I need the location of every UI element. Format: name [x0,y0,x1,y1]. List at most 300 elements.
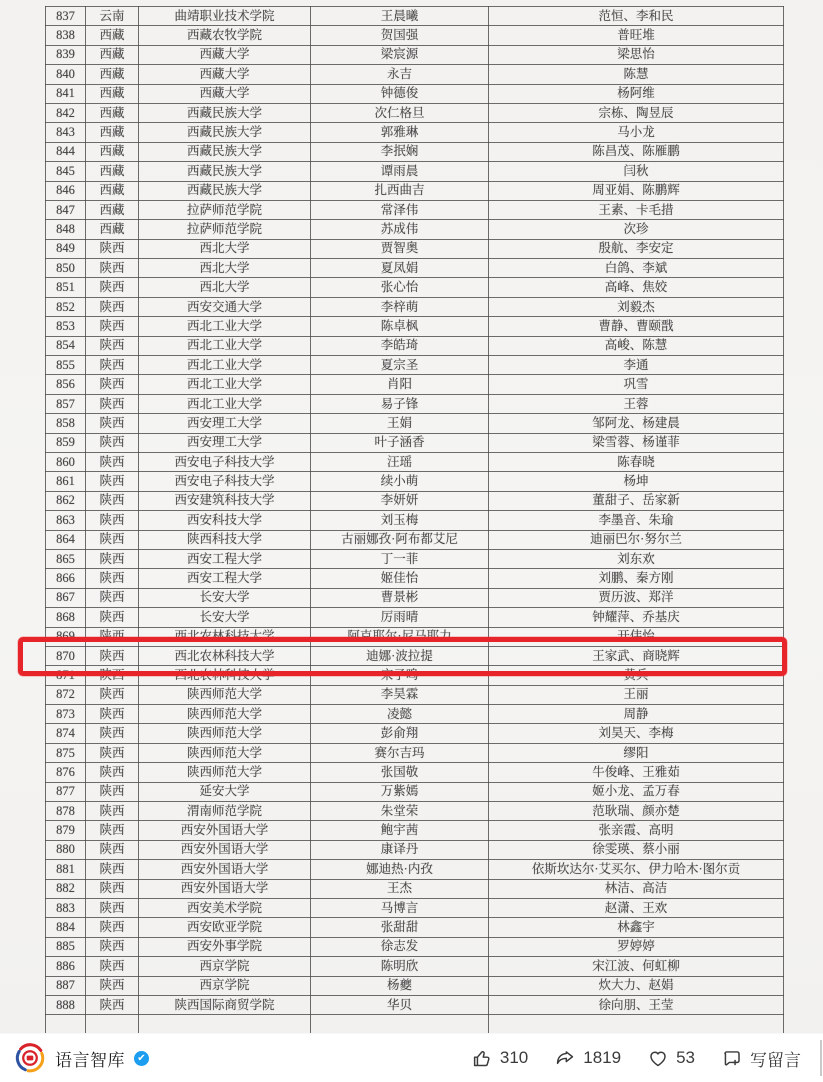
verified-badge-icon: ✔ [134,1051,149,1066]
cell-partial [139,1015,311,1034]
cell-province: 陕西 [86,336,139,355]
cell-no: 852 [46,297,86,316]
cell-no: 863 [46,511,86,530]
cell-province: 陕西 [86,705,139,724]
cell-name: 次仁格旦 [311,103,489,122]
cell-province: 陕西 [86,588,139,607]
cell-province: 陕西 [86,297,139,316]
cell-name: 续小萌 [311,472,489,491]
cell-school: 西藏大学 [139,65,311,84]
table-row [46,472,784,491]
cell-name: 汪瑶 [311,452,489,471]
cell-no: 873 [46,705,86,724]
cell-advisors: 李通 [489,356,784,375]
cell-no: 885 [46,937,86,956]
cell-province: 陕西 [86,840,139,859]
cell-name: 古丽娜孜·阿布都艾尼 [311,530,489,549]
cell-province: 陕西 [86,414,139,433]
cell-province: 陕西 [86,821,139,840]
cell-school: 西藏农牧学院 [139,26,311,45]
comment-label: 写留言 [750,1050,801,1070]
cell-advisors: 迪丽巴尔·努尔兰 [489,530,784,549]
cell-no: 844 [46,142,86,161]
cell-name: 朱堂荣 [311,802,489,821]
cell-advisors: 普旺堆 [489,26,784,45]
cell-advisors: 刘鹏、秦方刚 [489,569,784,588]
cell-advisors: 罗婷婷 [489,937,784,956]
table-row [46,685,784,704]
cell-no: 888 [46,995,86,1014]
cell-no: 847 [46,200,86,219]
cell-name: 李梓萌 [311,297,489,316]
cell-no: 871 [46,666,86,685]
cell-advisors: 黄兵 [489,666,784,685]
table-row [46,879,784,898]
cell-name: 赛尔吉玛 [311,743,489,762]
cell-name: 刘玉梅 [311,511,489,530]
cell-advisors: 钟耀萍、乔基庆 [489,608,784,627]
table-row [46,65,784,84]
cell-advisors: 依斯坎达尔·艾买尔、伊力哈木·图尔贡 [489,860,784,879]
cell-name: 李皓琦 [311,336,489,355]
cell-province: 陕西 [86,666,139,685]
cell-school: 西安外国语大学 [139,821,311,840]
cell-name: 易子锋 [311,394,489,413]
cell-province: 西藏 [86,162,139,181]
cell-advisors: 徐雯瑛、蔡小丽 [489,840,784,859]
cell-province: 陕西 [86,394,139,413]
cell-province: 陕西 [86,898,139,917]
cell-advisors: 陈慧 [489,65,784,84]
cell-province: 西藏 [86,84,139,103]
cell-school: 西京学院 [139,957,311,976]
cell-school: 西北工业大学 [139,394,311,413]
table-row [46,278,784,297]
cell-school: 西北工业大学 [139,317,311,336]
cell-name: 鲍宇茜 [311,821,489,840]
table-row [46,394,784,413]
table-row [46,724,784,743]
table-row [46,918,784,937]
cell-advisors: 王家武、商晓辉 [489,646,784,665]
cell-school: 西安外国语大学 [139,840,311,859]
cell-name: 谭雨晨 [311,162,489,181]
cell-province: 陕西 [86,278,139,297]
cell-name: 王娟 [311,414,489,433]
table-row [46,336,784,355]
cell-school: 陕西师范大学 [139,724,311,743]
cell-no: 855 [46,356,86,375]
cell-province: 陕西 [86,646,139,665]
cell-advisors: 杨坤 [489,472,784,491]
cell-advisors: 炊大力、赵娟 [489,976,784,995]
table-row [46,802,784,821]
cell-no: 878 [46,802,86,821]
cell-partial [311,1015,489,1034]
cell-name: 肖阳 [311,375,489,394]
cell-school: 西藏民族大学 [139,162,311,181]
cell-school: 长安大学 [139,588,311,607]
article-footer [0,1033,823,1082]
table-row [46,297,784,316]
like-count: 310 [499,1048,529,1067]
cell-school: 西安电子科技大学 [139,472,311,491]
cell-province: 陕西 [86,569,139,588]
cell-province: 西藏 [86,142,139,161]
cell-no: 880 [46,840,86,859]
cell-school: 西安外国语大学 [139,879,311,898]
cell-school: 曲靖职业技术学院 [139,7,311,26]
cell-advisors: 刘东欢 [489,549,784,568]
cell-advisors: 宗栋、陶昱辰 [489,103,784,122]
table-row [46,666,784,685]
cell-province: 西藏 [86,65,139,84]
cell-no: 843 [46,123,86,142]
cell-name: 李昊霖 [311,685,489,704]
cell-school: 西北农林科技大学 [139,627,311,646]
cell-no: 869 [46,627,86,646]
cell-school: 长安大学 [139,608,311,627]
table-row [46,821,784,840]
cell-partial [489,1015,784,1034]
cell-no: 865 [46,549,86,568]
cell-advisors: 范耿瑞、颜亦楚 [489,802,784,821]
cell-school: 西安理工大学 [139,433,311,452]
cell-province: 陕西 [86,375,139,394]
heart-icon [647,1048,669,1069]
comment-button[interactable] [721,1046,801,1071]
cell-advisors: 马小龙 [489,123,784,142]
cell-province: 西藏 [86,200,139,219]
cell-name: 夏宗圣 [311,356,489,375]
cell-partial [86,1015,139,1034]
cell-province: 陕西 [86,918,139,937]
cell-province: 西藏 [86,26,139,45]
account-info[interactable] [14,1042,149,1074]
cell-school: 西安美术学院 [139,898,311,917]
cell-school: 西北大学 [139,278,311,297]
cell-name: 姬佳怡 [311,569,489,588]
cell-no: 882 [46,879,86,898]
cell-no: 875 [46,743,86,762]
cell-name: 贺国强 [311,26,489,45]
cell-advisors: 陈昌茂、陈雁鹏 [489,142,784,161]
cell-province: 西藏 [86,123,139,142]
cell-no: 853 [46,317,86,336]
cell-advisors: 徐向朋、王莹 [489,995,784,1014]
cell-no: 884 [46,918,86,937]
cell-school: 西安工程大学 [139,569,311,588]
cell-name: 康译丹 [311,840,489,859]
cell-no: 866 [46,569,86,588]
cell-province: 西藏 [86,220,139,239]
cell-province: 陕西 [86,976,139,995]
table-row [46,840,784,859]
table-row [46,45,784,64]
cell-school: 西藏大学 [139,84,311,103]
share-button[interactable] [554,1048,621,1069]
cell-no: 848 [46,220,86,239]
cell-no: 861 [46,472,86,491]
cell-name: 李抿娴 [311,142,489,161]
cell-school: 西京学院 [139,976,311,995]
table-row [46,491,784,510]
table-row [46,511,784,530]
table-row [46,530,784,549]
cell-name: 贾智奥 [311,239,489,258]
cell-advisors: 巩雪 [489,375,784,394]
cell-province: 西藏 [86,181,139,200]
cell-name: 梁宸源 [311,45,489,64]
cell-name: 杨夔 [311,976,489,995]
cell-advisors: 次珍 [489,220,784,239]
cell-advisors: 董甜子、岳家新 [489,491,784,510]
cell-school: 拉萨师范学院 [139,220,311,239]
table-row [46,142,784,161]
cell-province: 陕西 [86,685,139,704]
cell-no: 867 [46,588,86,607]
results-table [45,6,784,1035]
cell-province: 陕西 [86,549,139,568]
cell-province: 陕西 [86,995,139,1014]
cell-province: 陕西 [86,356,139,375]
table-row [46,860,784,879]
cell-no: 870 [46,646,86,665]
cell-school: 西安外事学院 [139,937,311,956]
cell-advisors: 姬小龙、孟万春 [489,782,784,801]
cell-advisors: 杨阿维 [489,84,784,103]
cell-name: 王晨曦 [311,7,489,26]
cell-school: 西安理工大学 [139,414,311,433]
favorite-button[interactable] [647,1048,695,1069]
cell-no: 845 [46,162,86,181]
cell-no: 842 [46,103,86,122]
cell-school: 西藏大学 [139,45,311,64]
table-row [46,569,784,588]
cell-advisors: 梁思怡 [489,45,784,64]
table-row [46,123,784,142]
cell-advisors: 林鑫宇 [489,918,784,937]
table-row [46,782,784,801]
cell-school: 陕西师范大学 [139,763,311,782]
cell-advisors: 殷航、李安定 [489,239,784,258]
thumb-up-icon [472,1048,493,1069]
cell-school: 西藏民族大学 [139,103,311,122]
cell-advisors: 王素、卡毛措 [489,200,784,219]
table-row [46,375,784,394]
cell-advisors: 邹阿龙、杨建晨 [489,414,784,433]
table-row [46,7,784,26]
cell-name: 李妍妍 [311,491,489,510]
table-row [46,259,784,278]
cell-school: 西北大学 [139,239,311,258]
cell-school: 西藏民族大学 [139,142,311,161]
cell-advisors: 牛俊峰、王雅茹 [489,763,784,782]
cell-name: 张心怡 [311,278,489,297]
cell-no: 864 [46,530,86,549]
cell-province: 陕西 [86,879,139,898]
table-row [46,239,784,258]
cell-no: 849 [46,239,86,258]
cell-name: 华贝 [311,995,489,1014]
cell-province: 陕西 [86,317,139,336]
cell-name: 常泽伟 [311,200,489,219]
cell-name: 徐志发 [311,937,489,956]
cell-advisors: 王丽 [489,685,784,704]
cell-no: 876 [46,763,86,782]
cell-advisors: 张亲霞、高明 [489,821,784,840]
table-row [46,995,784,1014]
cell-province: 陕西 [86,763,139,782]
cell-name: 陈卓枫 [311,317,489,336]
cell-advisors: 闫秋 [489,162,784,181]
cell-no: 846 [46,181,86,200]
cell-province: 陕西 [86,627,139,646]
cell-school: 西藏民族大学 [139,181,311,200]
table-row [46,763,784,782]
cell-school: 西安工程大学 [139,549,311,568]
cell-school: 西北工业大学 [139,336,311,355]
cell-advisors: 范恒、李和民 [489,7,784,26]
cell-school: 西安科技大学 [139,511,311,530]
cell-no: 841 [46,84,86,103]
cell-school: 陕西师范大学 [139,685,311,704]
cell-no: 879 [46,821,86,840]
cell-name: 阿克耶尔·尼马耶力 [311,627,489,646]
cell-advisors: 陈春晓 [489,452,784,471]
cell-advisors: 高峻、陈慧 [489,336,784,355]
table-row [46,103,784,122]
cell-school: 陕西国际商贸学院 [139,995,311,1014]
table-row [46,317,784,336]
cell-name: 钟德俊 [311,84,489,103]
cell-name: 郭雅琳 [311,123,489,142]
like-button[interactable] [472,1048,528,1069]
cell-school: 陕西科技大学 [139,530,311,549]
cell-name: 万紫嫣 [311,782,489,801]
cell-province: 陕西 [86,724,139,743]
cell-no: 881 [46,860,86,879]
cell-school: 西安交通大学 [139,297,311,316]
cell-no: 851 [46,278,86,297]
cell-no: 886 [46,957,86,976]
cell-name: 叶子涵香 [311,433,489,452]
cell-advisors: 林洁、高洁 [489,879,784,898]
table-row [46,181,784,200]
cell-advisors: 梁雪蓉、杨谨菲 [489,433,784,452]
cell-name: 苏成伟 [311,220,489,239]
cell-school: 渭南师范学院 [139,802,311,821]
cell-province: 陕西 [86,782,139,801]
cell-province: 云南 [86,7,139,26]
cell-school: 西安欧亚学院 [139,918,311,937]
table-row [46,549,784,568]
cell-province: 陕西 [86,937,139,956]
cell-advisors: 宋江波、何虹柳 [489,957,784,976]
cell-no: 883 [46,898,86,917]
table-row [46,588,784,607]
cell-name: 陈明欣 [311,957,489,976]
cell-province: 西藏 [86,45,139,64]
cell-school: 拉萨师范学院 [139,200,311,219]
cell-name: 彭俞翔 [311,724,489,743]
cell-school: 西北大学 [139,259,311,278]
results-table-body [46,7,784,1035]
table-row [46,433,784,452]
cell-no: 840 [46,65,86,84]
table-row [46,452,784,471]
table-row [46,743,784,762]
cell-no: 859 [46,433,86,452]
cell-school: 陕西师范大学 [139,743,311,762]
table-row [46,26,784,45]
favorite-count: 53 [676,1048,695,1067]
cell-name: 娜迪热·内孜 [311,860,489,879]
cell-no: 862 [46,491,86,510]
cell-province: 陕西 [86,608,139,627]
cell-school: 西安电子科技大学 [139,452,311,471]
cell-province: 陕西 [86,530,139,549]
table-row [46,976,784,995]
table-row [46,937,784,956]
cell-province: 陕西 [86,452,139,471]
cell-advisors: 王蓉 [489,394,784,413]
cell-name: 永吉 [311,65,489,84]
table-row [46,608,784,627]
account-name[interactable]: 语言智库 [55,1050,125,1070]
account-logo-icon [14,1042,46,1074]
action-bar [472,1046,801,1071]
cell-name: 扎西曲吉 [311,181,489,200]
table-row [46,220,784,239]
scrollbar-remnant [820,1040,822,1076]
cell-name: 王杰 [311,879,489,898]
cell-name: 张国敬 [311,763,489,782]
cell-name: 张甜甜 [311,918,489,937]
cell-advisors: 缪阳 [489,743,784,762]
cell-school: 陕西师范大学 [139,705,311,724]
cell-no: 854 [46,336,86,355]
cell-school: 西安建筑科技大学 [139,491,311,510]
cell-province: 陕西 [86,259,139,278]
cell-province: 西藏 [86,103,139,122]
cell-province: 陕西 [86,491,139,510]
cell-no: 839 [46,45,86,64]
cell-school: 西安外国语大学 [139,860,311,879]
cell-school: 西北工业大学 [139,375,311,394]
cell-school: 西北工业大学 [139,356,311,375]
cell-province: 陕西 [86,743,139,762]
cell-province: 陕西 [86,511,139,530]
cell-school: 延安大学 [139,782,311,801]
comment-plus-icon [721,1048,743,1069]
table-row [46,162,784,181]
cell-advisors: 周亚娟、陈鹏辉 [489,181,784,200]
cell-advisors: 开伟怡 [489,627,784,646]
cell-advisors: 贾历波、郑洋 [489,588,784,607]
table-row [46,705,784,724]
cell-no: 837 [46,7,86,26]
cell-no: 838 [46,26,86,45]
table-row [46,627,784,646]
table-row [46,84,784,103]
cell-no: 860 [46,452,86,471]
cell-no: 887 [46,976,86,995]
cell-name: 厉雨晴 [311,608,489,627]
cell-name: 宋子鸣 [311,666,489,685]
share-count: 1819 [583,1048,622,1067]
cell-advisors: 李墨音、朱瑜 [489,511,784,530]
